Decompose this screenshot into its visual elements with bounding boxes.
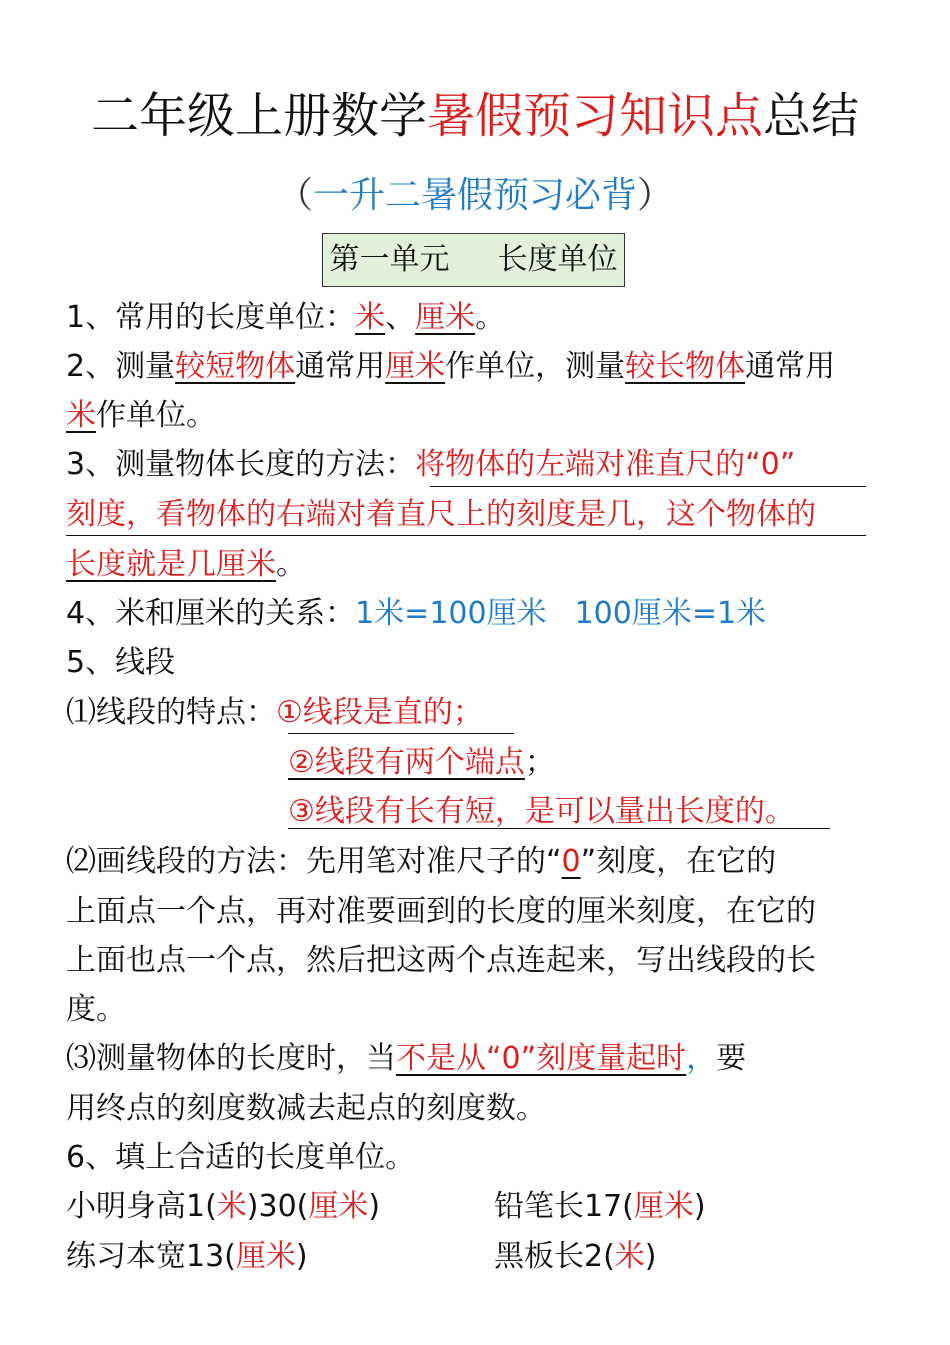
item-5-features-line-1: ⑴线段的特点：①线段是直的； (66, 695, 483, 730)
item-6-heading: 6、填上合适的长度单位。 (66, 1140, 416, 1175)
item-6-question-2: 铅笔长17(厘米) (494, 1189, 706, 1224)
item-2-line-1: 2、测量较短物体通常用厘米作单位，测量较长物体通常用 (66, 349, 836, 384)
subtitle-text: 一升二暑假预习必背 (312, 175, 637, 216)
item-1: 1、常用的长度单位：米、厘米。 (66, 300, 506, 335)
item-5-features-line-2: ②线段有两个端点； (288, 745, 555, 780)
item-6-question-1: 小明身高1(米)30(厘米) (66, 1189, 381, 1224)
item-5-measure-line-2: 用终点的刻度数减去起点的刻度数。 (66, 1091, 546, 1126)
page-title: 二年级上册数学暑假预习知识点总结 (90, 88, 860, 144)
item-6-question-3: 练习本宽13(厘米) (66, 1239, 308, 1274)
item-4: 4、米和厘米的关系：1米=100厘米 100厘米=1米 (66, 596, 767, 631)
item-6-question-4: 黑板长2(米) (494, 1239, 657, 1274)
title-highlight: 暑假预习知识点 (426, 88, 763, 144)
feature-1-underline (288, 733, 514, 734)
item-3-line-3: 长度就是几厘米。 (66, 547, 306, 582)
item-3-line-1: 3、测量物体长度的方法：将物体的左端对准直尺的“0” (66, 447, 796, 482)
item-5-heading: 5、线段 (66, 645, 176, 680)
page-subtitle: （一升二暑假预习必背） (276, 175, 674, 216)
item-5-draw-line-2: 上面点一个点，再对准要画到的长度的厘米刻度，在它的 (66, 894, 816, 929)
feature-3-underline (288, 828, 830, 829)
item-5-features-line-3: ③线段有长有短，是可以量出长度的。 (288, 794, 795, 829)
item-5-draw-line-4: 度。 (66, 992, 126, 1027)
item-3-underline-2 (66, 535, 866, 536)
item-5-draw-line-3: 上面也点一个点，然后把这两个点连起来，写出线段的长 (66, 943, 816, 978)
item-3-underline-1 (430, 486, 866, 487)
item-5-draw-line-1: ⑵画线段的方法：先用笔对准尺子的“0”刻度，在它的 (66, 844, 777, 879)
item-3-line-2: 刻度，看物体的右端对着直尺上的刻度是几，这个物体的 (66, 497, 816, 532)
unit-heading: 第一单元 长度单位 (322, 233, 625, 287)
item-2-line-2: 米作单位。 (66, 398, 216, 433)
item-5-measure-line-1: ⑶测量物体的长度时，当不是从“0”刻度量起时，要 (66, 1041, 747, 1076)
